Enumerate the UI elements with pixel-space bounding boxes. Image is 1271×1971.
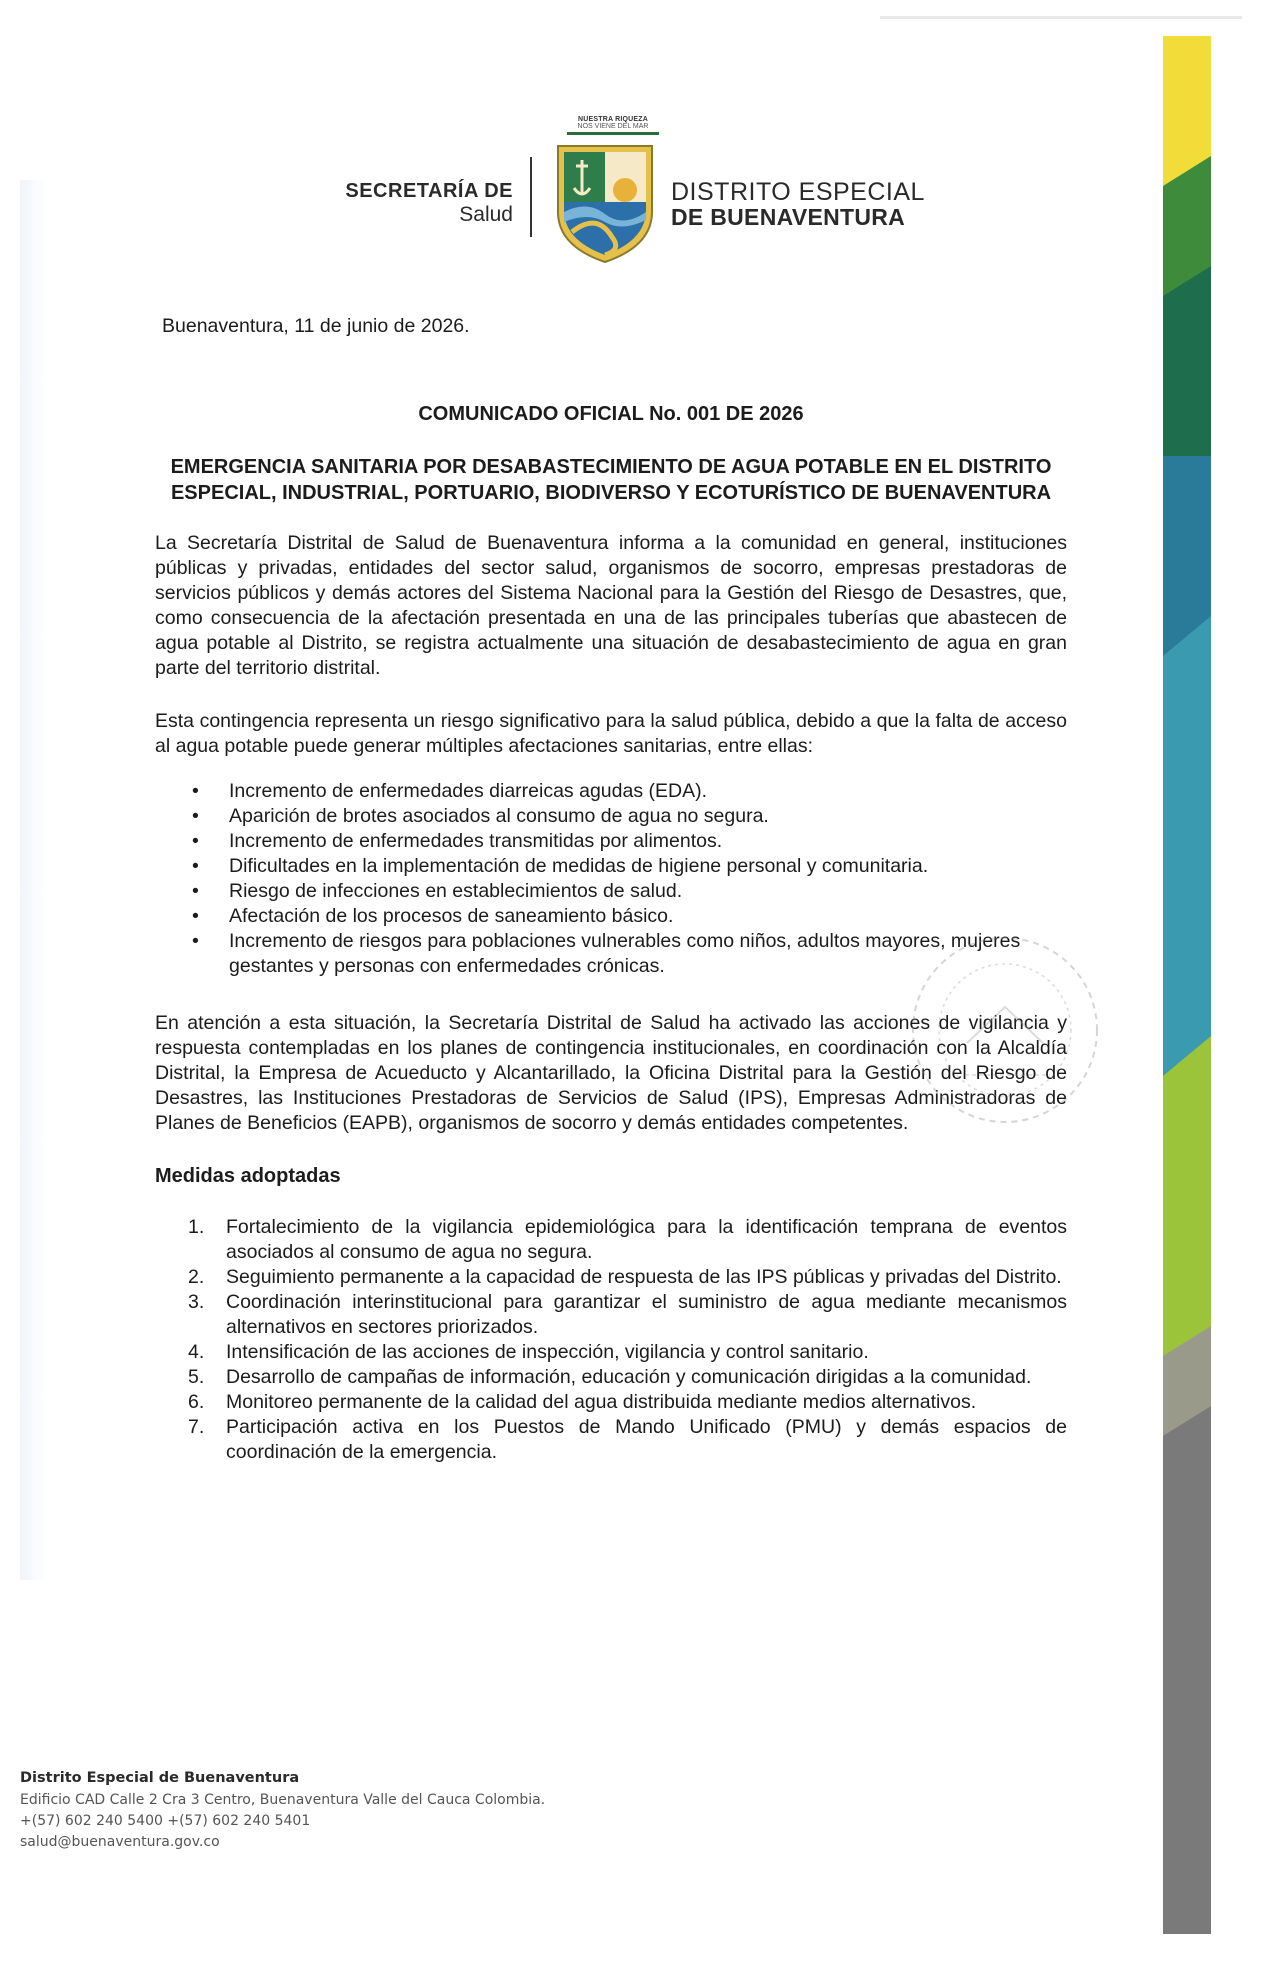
footer-address: Edificio CAD Calle 2 Cra 3 Centro, Buenaventura Valle del Cauca Colombia. (20, 1792, 546, 1808)
secretaria-title: SECRETARÍA DE (345, 180, 513, 202)
list-item (155, 1290, 1067, 1340)
footer-phones: +(57) 602 240 5400 +(57) 602 240 5401 (20, 1813, 311, 1829)
document-date: Buenaventura, 11 de junio de 2026. (162, 315, 470, 337)
item-number: 5. (188, 1366, 205, 1388)
list-item: • Dificultades en la implementación de medidas de higiene personal y comunitaria. (155, 854, 1067, 879)
distrito-subtitle: DE BUENAVENTURA (671, 204, 906, 230)
motto (553, 116, 673, 135)
measures-list (155, 1215, 1067, 1465)
faded-seal-stamp-icon (905, 925, 1105, 1135)
item-text: Seguimiento permanente a la capacidad de respuesta de las IPS públicas y privadas del Distrito. (226, 1266, 1062, 1288)
list-item (155, 1365, 1067, 1390)
list-item: • Afectación de los procesos de saneamiento básico. (155, 904, 1067, 929)
item-text: Fortalecimiento de la vigilancia epidemiológica para la identificación temprana de eventos asociados al consumo de agua no segura. (226, 1216, 1067, 1263)
item-number: 3. (188, 1291, 205, 1313)
color-strip (1163, 36, 1211, 1934)
list-item (155, 1265, 1067, 1290)
list-item: • Incremento de enfermedades transmitidas por alimentos. (155, 829, 1067, 854)
item-number: 7. (188, 1416, 205, 1438)
secretaria-subtitle: Salud (459, 203, 513, 226)
motto-bar (567, 132, 659, 135)
list-item (155, 1215, 1067, 1265)
footer-email: salud@buenaventura.gov.co (20, 1834, 220, 1850)
item-number: 1. (188, 1216, 205, 1238)
scan-edge-shadow (20, 180, 48, 1580)
letterhead (0, 0, 1271, 300)
footer-title: Distrito Especial de Buenaventura (20, 1770, 300, 1786)
item-text: Coordinación interinstitucional para garantizar el suministro de agua mediante mecanismos alternativos en sectores priorizados. (226, 1291, 1067, 1338)
list-item (155, 1415, 1067, 1465)
item-number: 4. (188, 1341, 205, 1363)
motto-line2: NOS VIENE DEL MAR (577, 123, 649, 130)
item-text: Participación activa en los Puestos de Mando Unificado (PMU) y demás espacios de coordinación de la emergencia. (226, 1416, 1067, 1463)
footer (20, 1770, 720, 1853)
header-divider (530, 157, 532, 237)
list-item: • Incremento de enfermedades diarreicas agudas (EDA). (155, 779, 1067, 804)
item-text: Monitoreo permanente de la calidad del agua distribuida mediante medios alternativos. (226, 1391, 977, 1413)
item-text: Desarrollo de campañas de información, educación y comunicación dirigidas a la comunidad. (226, 1366, 1032, 1388)
paragraph-risk: Esta contingencia representa un riesgo significativo para la salud pública, debido a que la falta de acceso al agua potable puede generar múltiples afectaciones sanitarias, entre ellas: (155, 710, 1067, 757)
measures-heading: Medidas adoptadas (155, 1165, 341, 1187)
list-item: • Aparición de brotes asociados al consumo de agua no segura. (155, 804, 1067, 829)
distrito-title: DISTRITO ESPECIAL (671, 178, 925, 206)
document-title: COMUNICADO OFICIAL No. 001 DE 2026 (418, 403, 804, 425)
list-item (155, 1390, 1067, 1415)
paragraph-intro: La Secretaría Distrital de Salud de Buenaventura informa a la comunidad en general, instituciones públicas y privadas, entidades del sector salud, organismos de socorro, empresas prestadoras de servicios públicos y demás actores del Sistema Nacional para la Gestión del Riesgo de Desastres, que, como consecuencia de la afectación presentada en una de las principales tuberías que abastecen de agua potable al Distrito, se registra actualmente una situación de desabastecimiento de agua en gran parte del territorio distrital. (155, 532, 1067, 679)
list-item: • Incremento de riesgos para poblaciones vulnerables como niños, adultos mayores, mujeres gestantes y personas con enfermedades crónicas. (155, 929, 1067, 979)
item-text: Intensificación de las acciones de inspección, vigilancia y control sanitario. (226, 1341, 869, 1363)
list-item: • Riesgo de infecciones en establecimientos de salud. (155, 879, 1067, 904)
list-item (155, 1340, 1067, 1365)
paragraph-response: En atención a esta situación, la Secretaría Distrital de Salud ha activado las acciones de vigilancia y respuesta contempladas en los planes de contingencia institucionales, en coordinación con la Alcaldía Distrital, la Empresa de Acueducto y Alcantarillado, la Oficina Distrital para la Gestión del Riesgo de Desastres, las Instituciones Prestadoras de Servicios de Salud (IPS), Empresas Administradoras de Planes de Beneficios (EAPB), organismos de socorro y demás entidades competentes. (155, 1012, 1067, 1134)
document-body (155, 314, 1067, 1465)
coat-of-arms-icon (552, 142, 658, 266)
document-subtitle: EMERGENCIA SANITARIA POR DESABASTECIMIENTO DE AGUA POTABLE EN EL DISTRITO ESPECIAL, INDUSTRIAL, PORTUARIO, BIODIVERSO Y ECOTURÍSTICO DE BUENAVENTURA (170, 456, 1052, 504)
item-number: 6. (188, 1391, 205, 1413)
item-number: 2. (188, 1266, 205, 1288)
motto-line1: NUESTRA RIQUEZA (577, 116, 649, 123)
